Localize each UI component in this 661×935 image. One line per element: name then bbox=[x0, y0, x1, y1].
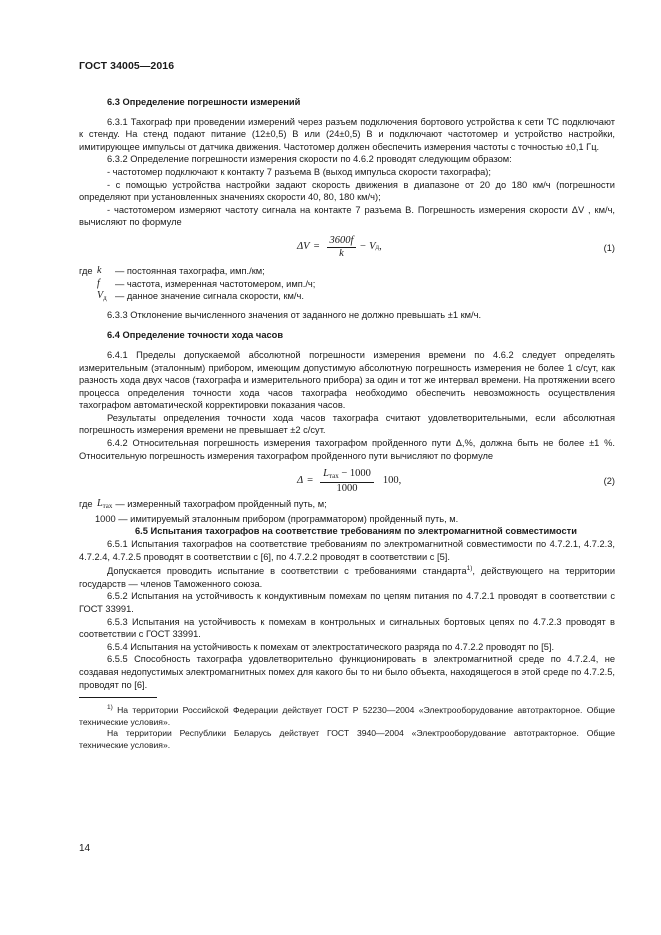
list-item: - с помощью устройства настройки задают скорость движения в диапазоне от 20 до 180 км/ч (погрешности определяют при установленных значениях скорости 40, 80, 180 км/ч); bbox=[79, 179, 615, 203]
paragraph: 6.5.3 Испытания на устойчивость к помехам в контрольных и сигнальных бортовых цепях по 4.7.2.3 проводят в соответствии с ГОСТ 33991. bbox=[79, 616, 615, 640]
formula-1 bbox=[79, 233, 615, 263]
fraction-denominator: k bbox=[339, 247, 344, 259]
numerator-symbol: L bbox=[323, 468, 329, 480]
definition-row bbox=[79, 265, 615, 278]
paragraph: 6.3.3 Отклонение вычисленного значения от заданного не должно превышать ±1 км/ч. bbox=[107, 309, 482, 320]
paragraph: 6.3.2 Определение погрешности измерения скорости по 4.6.2 проводят следующим образом: bbox=[107, 154, 512, 165]
footnote bbox=[79, 702, 615, 728]
definition-symbol-sub: д bbox=[103, 294, 107, 303]
definition-prefix bbox=[79, 290, 97, 305]
variable-definitions bbox=[79, 265, 615, 305]
section-heading-6-3: 6.3 Определение погрешности измерений bbox=[107, 97, 301, 107]
definition-text: — измеренный тахографом пройденный путь, м; bbox=[115, 499, 327, 510]
paragraph-text: , действующего на территории государств — членов Таможенного союза. bbox=[79, 566, 616, 589]
formula-lhs: ΔV bbox=[297, 241, 310, 253]
formula-fraction bbox=[327, 235, 357, 260]
formula-rest: − V bbox=[359, 241, 376, 253]
paragraph: 6.5.4 Испытания на устойчивость к помехам от электростатического разряда по 4.7.2.2 проводят по [5]. bbox=[107, 641, 555, 652]
definition-row bbox=[79, 278, 615, 291]
paragraph: 6.4.1 Пределы допускаемой абсолютной погрешности измерения времени по 4.6.2 следует определять измерительным (эталонным) прибором, имеющим допустимую абсолютную погрешность измерения не более 1 с/сут, как разность хода двух часов (тахографа и измерительного прибора) за один и тот же интервал времени. На протяжении всего процесса определения точности хода часов тахографа необходимо обеспечить невозможность осуществления тахографом автоматической корректировки показания часов. bbox=[79, 349, 615, 411]
document-code: ГОСТ 34005—2016 bbox=[79, 60, 175, 72]
section-heading-6-4: 6.4 Определение точности хода часов bbox=[107, 330, 284, 341]
formula-number: (2) bbox=[603, 476, 615, 487]
formula-2 bbox=[79, 466, 615, 496]
paragraph: Результаты определения точности хода часов тахографа считают удовлетворительными, если абсолютная погрешность измерения времени не превышает ±2 с/сут. bbox=[79, 412, 615, 436]
definition-symbol-sub: тах bbox=[102, 502, 113, 511]
definition-row bbox=[79, 290, 615, 305]
list-item: - частотомер подключают к контакту 7 разъема В (выход импульса скорости тахографа); bbox=[107, 166, 491, 177]
formula-rest-sub: д bbox=[375, 243, 380, 252]
footnote-text: На территории Российской Федерации действует ГОСТ Р 52230—2004 «Электрооборудование автотракторное. Общие технические условия». bbox=[79, 705, 615, 727]
paragraph: 6.5.2 Испытания на устойчивость к кондуктивным помехам по цепям питания по 4.7.2.1 проводят в соответствии с ГОСТ 33991. bbox=[79, 591, 615, 614]
paragraph: 6.4.2 Относительная погрешность измерения тахографом пройденного пути Δ,%, должна быть не более ±1 %. Относительную погрешность измерения тахографом пройденного пути вычисляют по формуле bbox=[79, 438, 615, 461]
list-item: - частотомером измеряют частоту сигнала на контакте 7 разъема В. Погрешность измерения скорости ΔV , км/ч, вычисляют по формуле bbox=[79, 204, 615, 228]
page-number: 14 bbox=[79, 843, 91, 854]
footnote-divider bbox=[79, 697, 157, 698]
section-heading-6-5: 6.5 Испытания тахографов на соответствие требованиям по электромагнитной совместимости bbox=[135, 526, 577, 537]
formula-lhs: Δ bbox=[297, 475, 304, 487]
definition-symbol: k bbox=[97, 264, 102, 276]
footnote-mark: 1) bbox=[107, 704, 113, 712]
definition-text: — постоянная тахографа, имп./км; bbox=[115, 265, 265, 276]
formula-eq: = bbox=[307, 475, 314, 487]
formula-eq: = bbox=[313, 241, 320, 253]
definition-prefix bbox=[79, 278, 97, 291]
definition-symbol: V bbox=[97, 290, 104, 302]
formula-number: (1) bbox=[603, 242, 615, 253]
definition-row bbox=[79, 498, 615, 513]
numerator-sub: тах bbox=[328, 472, 339, 481]
definition-text: 1000 — имитируемый эталонным прибором (программатором) пройденный путь, м. bbox=[95, 513, 459, 524]
fraction-numerator: 3600f bbox=[327, 235, 357, 248]
paragraph: 6.5.5 Способность тахографа удовлетворительно функционировать в электромагнитной среде по 4.7.2.4, не создавая недопустимых электромагнитных помех для какого бы то ни было объекта, находящегося в этой среде по 4.7.2.5, проводят по [6]. bbox=[79, 654, 615, 690]
definition-prefix: где bbox=[79, 499, 93, 510]
footnote: На территории Республики Беларусь действует ГОСТ 3940—2004 «Электрооборудование автотракторное. Общие технические условия». bbox=[79, 728, 615, 750]
paragraph: 6.5.1 Испытания тахографов на соответствие требованиям по электромагнитной совместимости по 4.7.2.1, 4.7.2.3, 4.7.2.4, 4.7.2.5 проводят в соответствии с [6], по 4.7.2.2 проводят в соответствии с [5]. bbox=[79, 539, 615, 562]
fraction-denominator: 1000 bbox=[336, 483, 358, 495]
paragraph: 6.3.1 Тахограф при проведении измерений через разъем подключения бортового устройства к сети ТС подключают к стенду. На стенд подают питание (12±0,5) В или (24±0,5) В и подключают частотомер и устройство настройки, имитирующее импульсы от датчика движения. Частотомер должен обеспечить измерения частоты с точностью ±0,1 Гц. bbox=[79, 116, 615, 152]
definition-row bbox=[79, 513, 615, 526]
paragraph bbox=[79, 563, 615, 590]
definition-text: — частота, измеренная частотомером, имп./ч; bbox=[115, 278, 316, 289]
footnote-ref[interactable]: 1) bbox=[466, 565, 473, 573]
numerator-rest: − 1000 bbox=[341, 468, 371, 480]
definition-symbol: f bbox=[97, 277, 100, 289]
formula-tail: 100, bbox=[382, 475, 402, 487]
formula-fraction bbox=[320, 468, 374, 495]
definition-prefix: где bbox=[79, 265, 93, 276]
paragraph-text: Допускается проводить испытание в соответствии с требованиями стандарта bbox=[107, 566, 467, 577]
formula-tail: , bbox=[379, 241, 382, 253]
definition-text: — данное значение сигнала скорости, км/ч. bbox=[115, 291, 304, 302]
definition-symbol: L bbox=[97, 498, 103, 510]
page-content bbox=[79, 92, 615, 752]
